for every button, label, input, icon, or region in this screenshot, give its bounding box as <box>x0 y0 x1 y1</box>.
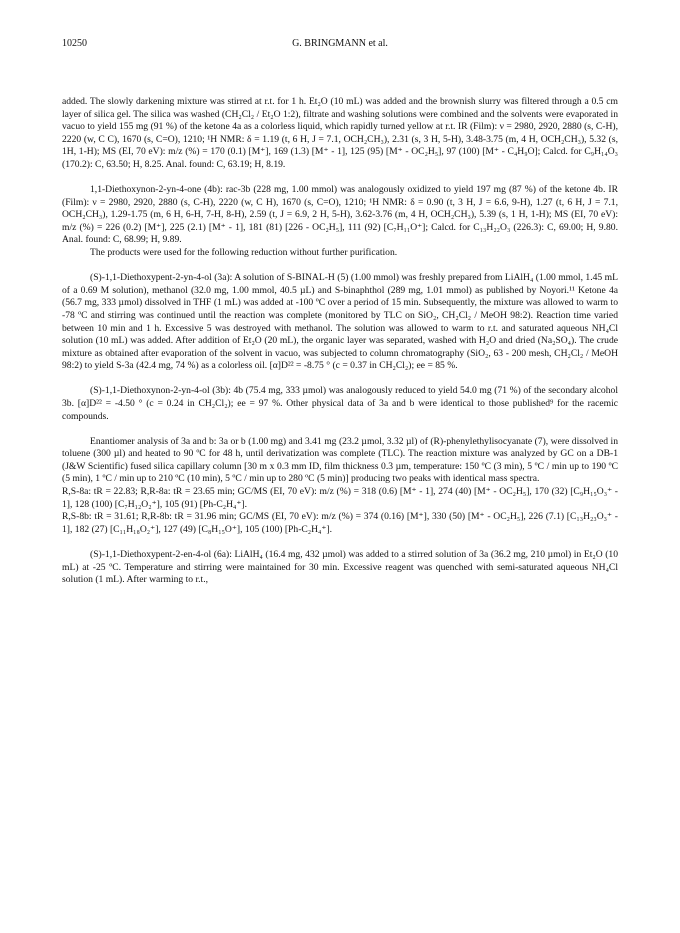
paragraph-ketone-4b: 1,1-Diethoxynon-2-yn-4-one (4b): rac-3b (228 mg, 1.00 mmol) was analogously oxidized to yield 197 mg (87 %) of the ketone 4b. IR (Film): ν = 2980, 2920, 2880 (s, C-H), 2220 (w, C H), 1670 (s, C=O), 1210; ¹H NMR: δ = 0.90 (t, 3 H, J = 6.6, 9-H), 1.27 (t, 6 H, J = 7.1, OCH₂CH₃), 1.29-1.75 (m, 6 H, 6-H, 7-H, 8-H), 2.59 (t, J = 6.9, 2 H, 5-H), 3.62-3.76 (m, 4 H, OCH₂CH₃), 5.39 (s, 1 H, 1-H); MS (EI, 70 eV): m/z (%) = 226 (0.2) [M⁺], 225 (2.1) [M⁺ - 1], 181 (81) [226 - OC₂H₅], 111 (92) [C₇H₁₁O⁺]; Calcd. for C₁₃H₂₂O₃ (226.3): C, 69.00; H, 9.80. Anal. found: C, 68.99; H, 9.89. <box>62 184 618 246</box>
running-head: G. BRINGMANN et al. <box>292 38 388 49</box>
paragraph-enantiomer-analysis: Enantiomer analysis of 3a and b: 3a or b (1.00 mg) and 3.41 mg (23.2 µmol, 3.32 µl) of (R)-phenylethylisocyanate (7), were dissolved in toluene (300 µl) and heated to 90 ºC for 48 h, until derivatization was complete (TLC). The reaction mixture was analyzed by GC on a DB-1 (J&W Scientific) fused silica capillary column [30 m x 0.3 mm ID, film thickness 0.3 µm, temperature: 150 ºC (3 min), 5 ºC / min up to 190 ºC (5 min), 1 ºC / min up to 210 ºC (10 min), 5 ºC / min up to 280 ºC (5 min)] producing two peaks with identical mass spectra. <box>62 435 618 485</box>
paragraph-ketone-4a: added. The slowly darkening mixture was stirred at r.t. for 1 h. Et₂O (10 mL) was added and the brownish slurry was filtered through a 0.5 cm layer of silica gel. The silica was washed (CH₂Cl₂ / Et₂O 1:2), filtrate and washing solutions were combined and the solvents were evaporated in vacuo to yield 155 mg (91 %) of the ketone 4a as a colorless liquid, which rapidly turned yellow at r.t. IR (Film): ν = 2980, 2920, 2880 (s, C-H), 2220 (w, C C), 1670 (s, C=O), 1210; ¹H NMR: δ = 1.19 (t, 6 H, J = 7.1, OCH₂CH₃), 2.31 (s, 3 H, 5-H), 3.48-3.75 (m, 4 H, OCH₂CH₃), 5.32 (s, 1H, 1-H); MS (EI, 70 eV): m/z (%) = 170 (0.1) [M⁺], 169 (1.3) [M⁺ - 1], 125 (95) [M⁺ - OC₂H₅], 97 (100) [M⁺ - C₄H₉O]; Calcd. for C₉H₁₄O₃ (170.2): C, 63.50; H, 8.25. Anal. found: C, 63.19; H, 8.19. <box>62 96 618 170</box>
paragraph-gcms-8a: R,S-8a: tR = 22.83; R,R-8a: tR = 23.65 min; GC/MS (EI, 70 eV): m/z (%) = 318 (0.6) [M⁺ - 1], 274 (40) [M⁺ - OC₂H₅], 170 (32) [C₉H₁₅O₃⁺ - 1], 128 (100) [C₇H₁₂O₂⁺], 105 (91) [Ph-C₂H₄⁺]. <box>62 486 618 510</box>
body-text <box>62 96 618 587</box>
paragraph-products-note: The products were used for the following reduction without further purification. <box>90 247 398 259</box>
paragraph-alcohol-3a: (S)-1,1-Diethoxypent-2-yn-4-ol (3a): A solution of S-BINAL-H (5) (1.00 mmol) was freshly prepared from LiAlH₄ (1.00 mmol, 1.45 mL of a 0.69 M solution), methanol (32.0 mg, 1.00 mmol, 40.5 µL) and S-binaphthol (289 mg, 1.01 mmol) as published by Noyori.¹¹ Ketone 4a (56.7 mg, 333 µmol) dissolved in THF (1 mL) was added at -100 ºC over a period of 15 min. Subsequently, the mixture was allowed to warm to -78 ºC and stirring was continued until the reaction was complete (monitored by TLC on SiO₂, CH₂Cl₂ / MeOH 98:2). Reaction time varied between 10 min and 1 h. Excessive 5 was destroyed with methanol. The solution was allowed to warm to r.t. and saturated aqueous NH₄Cl solution (10 mL) was added. After addition of Et₂O (20 mL), the organic layer was separated, washed with H₂O and dried (Na₂SO₄). The crude mixture as obtained after evaporation of the solvent in vacuo, was subjected to column chromatography (SiO₂, 63 - 200 mesh, CH₂Cl₂ / MeOH 98:2) to yield S-3a (42.4 mg, 74 %) as a colorless oil. [α]D²² = -8.75 ° (c = 0.37 in CH₂Cl₂); ee = 85 %. <box>62 272 618 372</box>
paragraph-alcohol-3b: (S)-1,1-Diethoxynon-2-yn-4-ol (3b): 4b (75.4 mg, 333 µmol) was analogously reduced to yield 54.0 mg (71 %) of the secondary alcohol 3b. [α]D²² = -4.50 ° (c = 0.24 in CH₂Cl₂); ee = 97 %. Other physical data of 3a and b were identical to those published⁹ for the racemic compounds. <box>62 385 618 422</box>
page-number: 10250 <box>62 38 87 49</box>
paragraph-gcms-8b: R,S-8b: tR = 31.61; R,R-8b: tR = 31.96 min; GC/MS (EI, 70 eV): m/z (%) = 374 (0.16) [M⁺], 330 (50) [M⁺ - OC₂H₅], 226 (7.1) [C₁₃H₂₃O₃⁺ - 1], 182 (27) [C₁₁H₁₈O₂⁺], 127 (49) [C₈H₁₅O⁺], 105 (100) [Ph-C₂H₄⁺]. <box>62 511 618 535</box>
paragraph-alkenol-6a: (S)-1,1-Diethoxypent-2-en-4-ol (6a): LiAlH₄ (16.4 mg, 432 µmol) was added to a stirred solution of 3a (36.2 mg, 210 µmol) in Et₂O (10 mL) at -25 ºC. Temperature and stirring were maintained for 30 min. Excessive reagent was quenched with semi-saturated aqueous NH₄Cl solution (1 mL). After warming to r.t., <box>62 548 618 586</box>
page-header <box>62 38 618 52</box>
